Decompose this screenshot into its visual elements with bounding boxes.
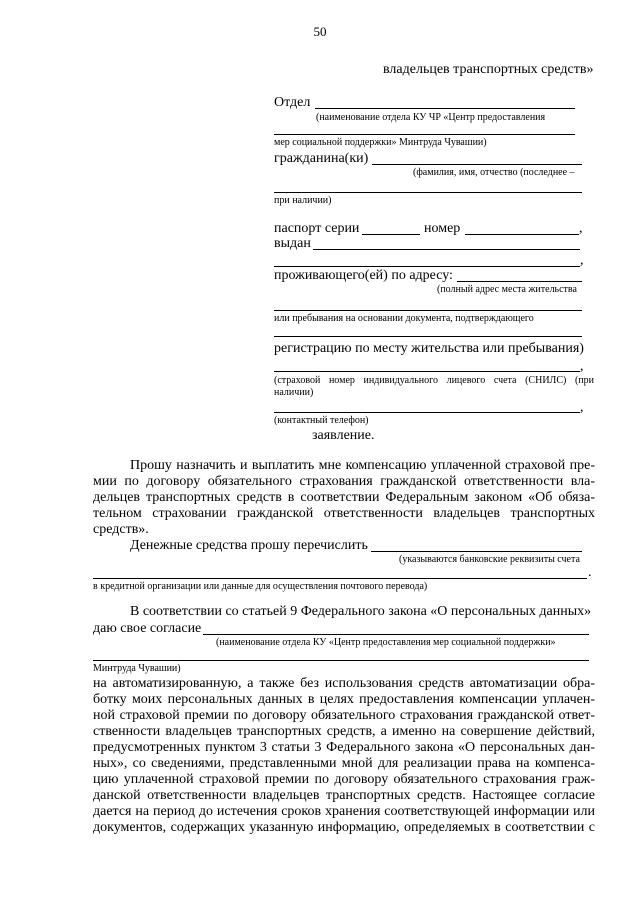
department-input-line-2[interactable]: [274, 134, 575, 135]
department-label: Отдел: [274, 95, 311, 110]
department-input-line[interactable]: [315, 108, 575, 109]
consent-hint-2: Минтруда Чувашии): [93, 663, 181, 674]
registration-text: регистрацию по месту жительства или пребывания): [274, 341, 584, 356]
citizen-hint: (фамилия, имя, отчество (последнее –: [413, 167, 575, 178]
paragraph-line: на автоматизированную, а также без использования средств автоматизации обра-: [93, 676, 595, 691]
paragraph-line: дается на период до истечения сроков хранения соответствующей информации или: [93, 804, 595, 819]
department-hint-2: мер социальной поддержки» Минтруда Чувашии): [274, 137, 487, 148]
consent-input-line[interactable]: [203, 634, 589, 635]
bank-hint-2: в кредитной организации или данные для осуществления почтового перевода): [93, 581, 428, 592]
consent-hint: (наименование отдела КУ «Центр предоставления мер социальной поддержки»: [216, 637, 556, 648]
statement-title: заявление.: [312, 428, 375, 443]
paragraph-line: данской ответственности владельцев транспортных средств. Настоящее согласие: [93, 788, 595, 803]
citizen-hint-2: при наличии): [274, 195, 332, 206]
paragraph-line: средств».: [93, 522, 149, 537]
address-hint-2: или пребывания на основании документа, подтверждающего: [274, 313, 534, 324]
phone-hint: (контактный телефон): [274, 415, 369, 426]
citizen-input-line-2[interactable]: [274, 192, 582, 193]
citizen-label: гражданина(ки): [274, 151, 369, 166]
consent-input-line-2[interactable]: [93, 660, 589, 661]
address-hint: (полный адрес места жительства: [437, 284, 577, 295]
funds-label: Денежные средства прошу перечислить: [130, 538, 368, 553]
department-hint: (наименование отдела КУ ЧР «Центр предоставления: [316, 112, 546, 123]
bank-hint: (указываются банковские реквизиты счета: [399, 554, 580, 565]
comma: ,: [580, 253, 584, 268]
address-input-line-2[interactable]: [274, 310, 582, 311]
paragraph-line: ботку моих персональных данных в целях предоставления компенсации уплачен-: [93, 692, 595, 707]
paragraph-line: ственности владельцев транспортных средств, а именно на совершение действий,: [93, 724, 595, 739]
comma: ,: [579, 221, 583, 236]
paragraph-line: цию уплаченной страховой премии по договору обязательного страхования граж-: [93, 772, 595, 787]
paragraph-line: предусмотренных пунктом 3 статьи 3 Федерального закона «О персональных дан-: [93, 740, 595, 755]
consent-label: даю свое согласие: [93, 621, 202, 636]
comma: ,: [580, 400, 584, 415]
residing-label: проживающего(ей) по адресу:: [274, 268, 453, 283]
issued-input-line[interactable]: [313, 249, 580, 250]
bank-input-line-2[interactable]: [93, 578, 587, 579]
comma: ,: [580, 359, 584, 374]
address-input-line[interactable]: [457, 281, 582, 282]
paragraph-line: дельцев транспортных средств в соответствии Федеральным законом «Об обяза-: [93, 490, 595, 505]
passport-series-label: паспорт серии: [274, 221, 360, 236]
issued-label: выдан: [274, 236, 311, 251]
snils-hint: (страховой номер индивидуального лицевого счета (СНИЛС) (при наличии): [274, 375, 594, 398]
issued-input-line-2[interactable]: [274, 266, 580, 267]
paragraph-line: тельном страховании гражданской ответственности владельцев транспортных: [93, 506, 595, 521]
period: .: [588, 565, 592, 580]
header-line: владельцев транспортных средств»: [383, 62, 594, 77]
consent-line: В соответствии со статьей 9 Федерального закона «О персональных данных»: [130, 604, 592, 619]
phone-input-line[interactable]: [274, 412, 580, 413]
paragraph-line: мии по договору обязательного страхования гражданской ответственности вла-: [93, 474, 595, 489]
passport-number-label: номер: [424, 221, 461, 236]
passport-series-input[interactable]: [362, 234, 420, 235]
passport-number-input[interactable]: [465, 234, 579, 235]
address-input-line-3[interactable]: [274, 336, 582, 337]
bank-input-line[interactable]: [371, 551, 582, 552]
citizen-input-line[interactable]: [372, 164, 582, 165]
snils-input-line[interactable]: [274, 371, 580, 372]
paragraph-line: документов, содержащих указанную информацию, определяемых в соответствии с: [93, 820, 595, 835]
page-number: 50: [313, 24, 327, 39]
paragraph-line: ных», со сведениями, представленными мной для реализации права на компенса-: [93, 756, 595, 771]
paragraph-line: ной страховой премии по договору обязательного страхования гражданской ответ-: [93, 708, 595, 723]
paragraph-line: Прошу назначить и выплатить мне компенсацию уплаченной страховой пре-: [130, 458, 595, 473]
